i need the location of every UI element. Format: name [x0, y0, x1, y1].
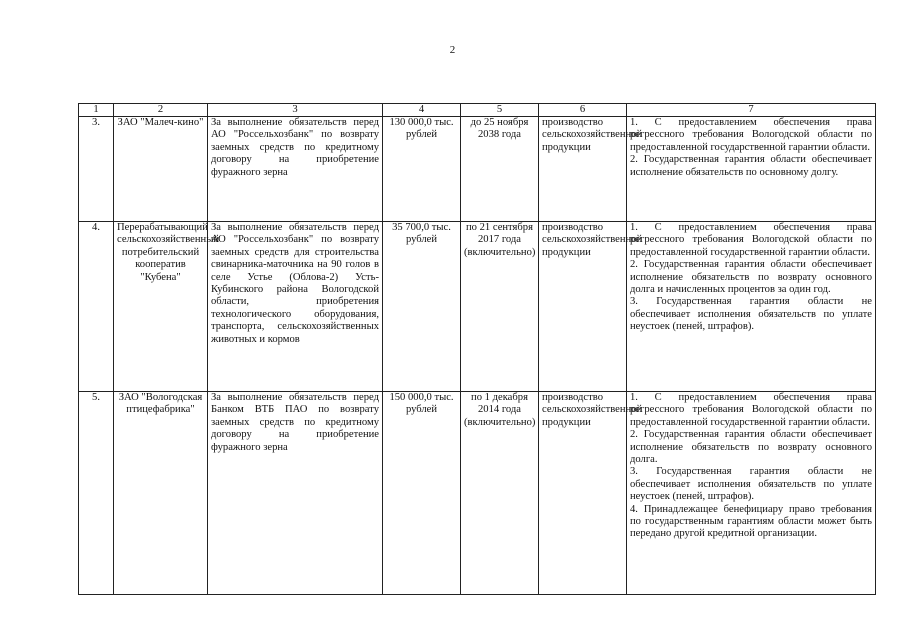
guarantee-term: по 21 сентября 2017 года (включительно): [461, 222, 539, 392]
principal-name: Перерабатывающий сельскохозяйственный потребительский кооператив "Кубена": [114, 222, 208, 392]
guarantee-amount: 130 000,0 тыс. рублей: [383, 117, 461, 222]
guarantee-purpose: За выполнение обязательств перед АО "Россельхозбанк" по возврату заемных средств по кредитному договору на приобретение фуражного зерна: [208, 117, 383, 222]
credit-goal: производство сельскохозяйственной продукции: [539, 392, 627, 595]
condition-item: 3. Государственная гарантия области не обеспечивает исполнения обязательств по уплате неустоек (пеней, штрафов).: [630, 296, 872, 333]
column-header: 4: [383, 104, 461, 117]
guarantee-amount: 35 700,0 тыс. рублей: [383, 222, 461, 392]
condition-item: 3. Государственная гарантия области не обеспечивает исполнения обязательств по уплате неустоек (пеней, штрафов).: [630, 466, 872, 503]
guarantee-table: [78, 103, 876, 595]
guarantee-purpose: За выполнение обязательств перед АО "Россельхозбанк" по возврату заемных средств для строительства свинарника-маточника на 90 голов в селе Устье (Облова-2) Усть-Кубинского района Вологодской области, приобретения технологического оборудования, транспорта, сельскохозяйственных животных и кормов: [208, 222, 383, 392]
guarantee-amount: 150 000,0 тыс. рублей: [383, 392, 461, 595]
condition-item: 1. С предоставлением обеспечения права регрессного требования Вологодской области по предоставленной государственной гарантии области.: [630, 222, 872, 258]
principal-name: ЗАО "Вологодская птицефабрика": [114, 392, 208, 595]
table-row: [79, 222, 876, 392]
column-header: 7: [627, 104, 876, 117]
row-number: 3.: [79, 117, 114, 222]
guarantee-conditions: [627, 222, 876, 392]
condition-item: 1. С предоставлением обеспечения права регрессного требования Вологодской области по предоставленной государственной гарантии области.: [630, 392, 872, 428]
credit-goal: производство сельскохозяйственной продукции: [539, 222, 627, 392]
condition-item: 2. Государственная гарантия области обеспечивает исполнение обязательств по основному долгу.: [630, 154, 872, 178]
table-row: [79, 392, 876, 595]
row-number: 4.: [79, 222, 114, 392]
column-header: 6: [539, 104, 627, 117]
condition-item: 1. С предоставлением обеспечения права регрессного требования Вологодской области по предоставленной государственной гарантии области.: [630, 117, 872, 153]
principal-name: ЗАО "Малеч-кино": [114, 117, 208, 222]
credit-goal: производство сельскохозяйственной продукции: [539, 117, 627, 222]
column-header: 1: [79, 104, 114, 117]
page-number: 2: [449, 44, 456, 56]
table-header-row: [79, 104, 876, 117]
guarantee-term: до 25 ноября 2038 года: [461, 117, 539, 222]
guarantee-conditions: [627, 392, 876, 595]
column-header: 5: [461, 104, 539, 117]
condition-item: 2. Государственная гарантия области обеспечивает исполнение обязательств по возврату основного долга и начисленных процентов за один год.: [630, 259, 872, 296]
row-number: 5.: [79, 392, 114, 595]
column-header: 3: [208, 104, 383, 117]
condition-item: 4. Принадлежащее бенефициару право требования по государственным гарантиям области может быть передано другой кредитной организации.: [630, 503, 872, 540]
guarantee-conditions: [627, 117, 876, 222]
guarantee-term: по 1 декабря 2014 года (включительно): [461, 392, 539, 595]
condition-item: 2. Государственная гарантия области обеспечивает исполнение обязательств по возврату основного долга.: [630, 429, 872, 466]
table-row: [79, 117, 876, 222]
guarantee-purpose: За выполнение обязательств перед Банком ВТБ ПАО по возврату заемных средств по кредитному договору на приобретение фуражного зерна: [208, 392, 383, 595]
column-header: 2: [114, 104, 208, 117]
